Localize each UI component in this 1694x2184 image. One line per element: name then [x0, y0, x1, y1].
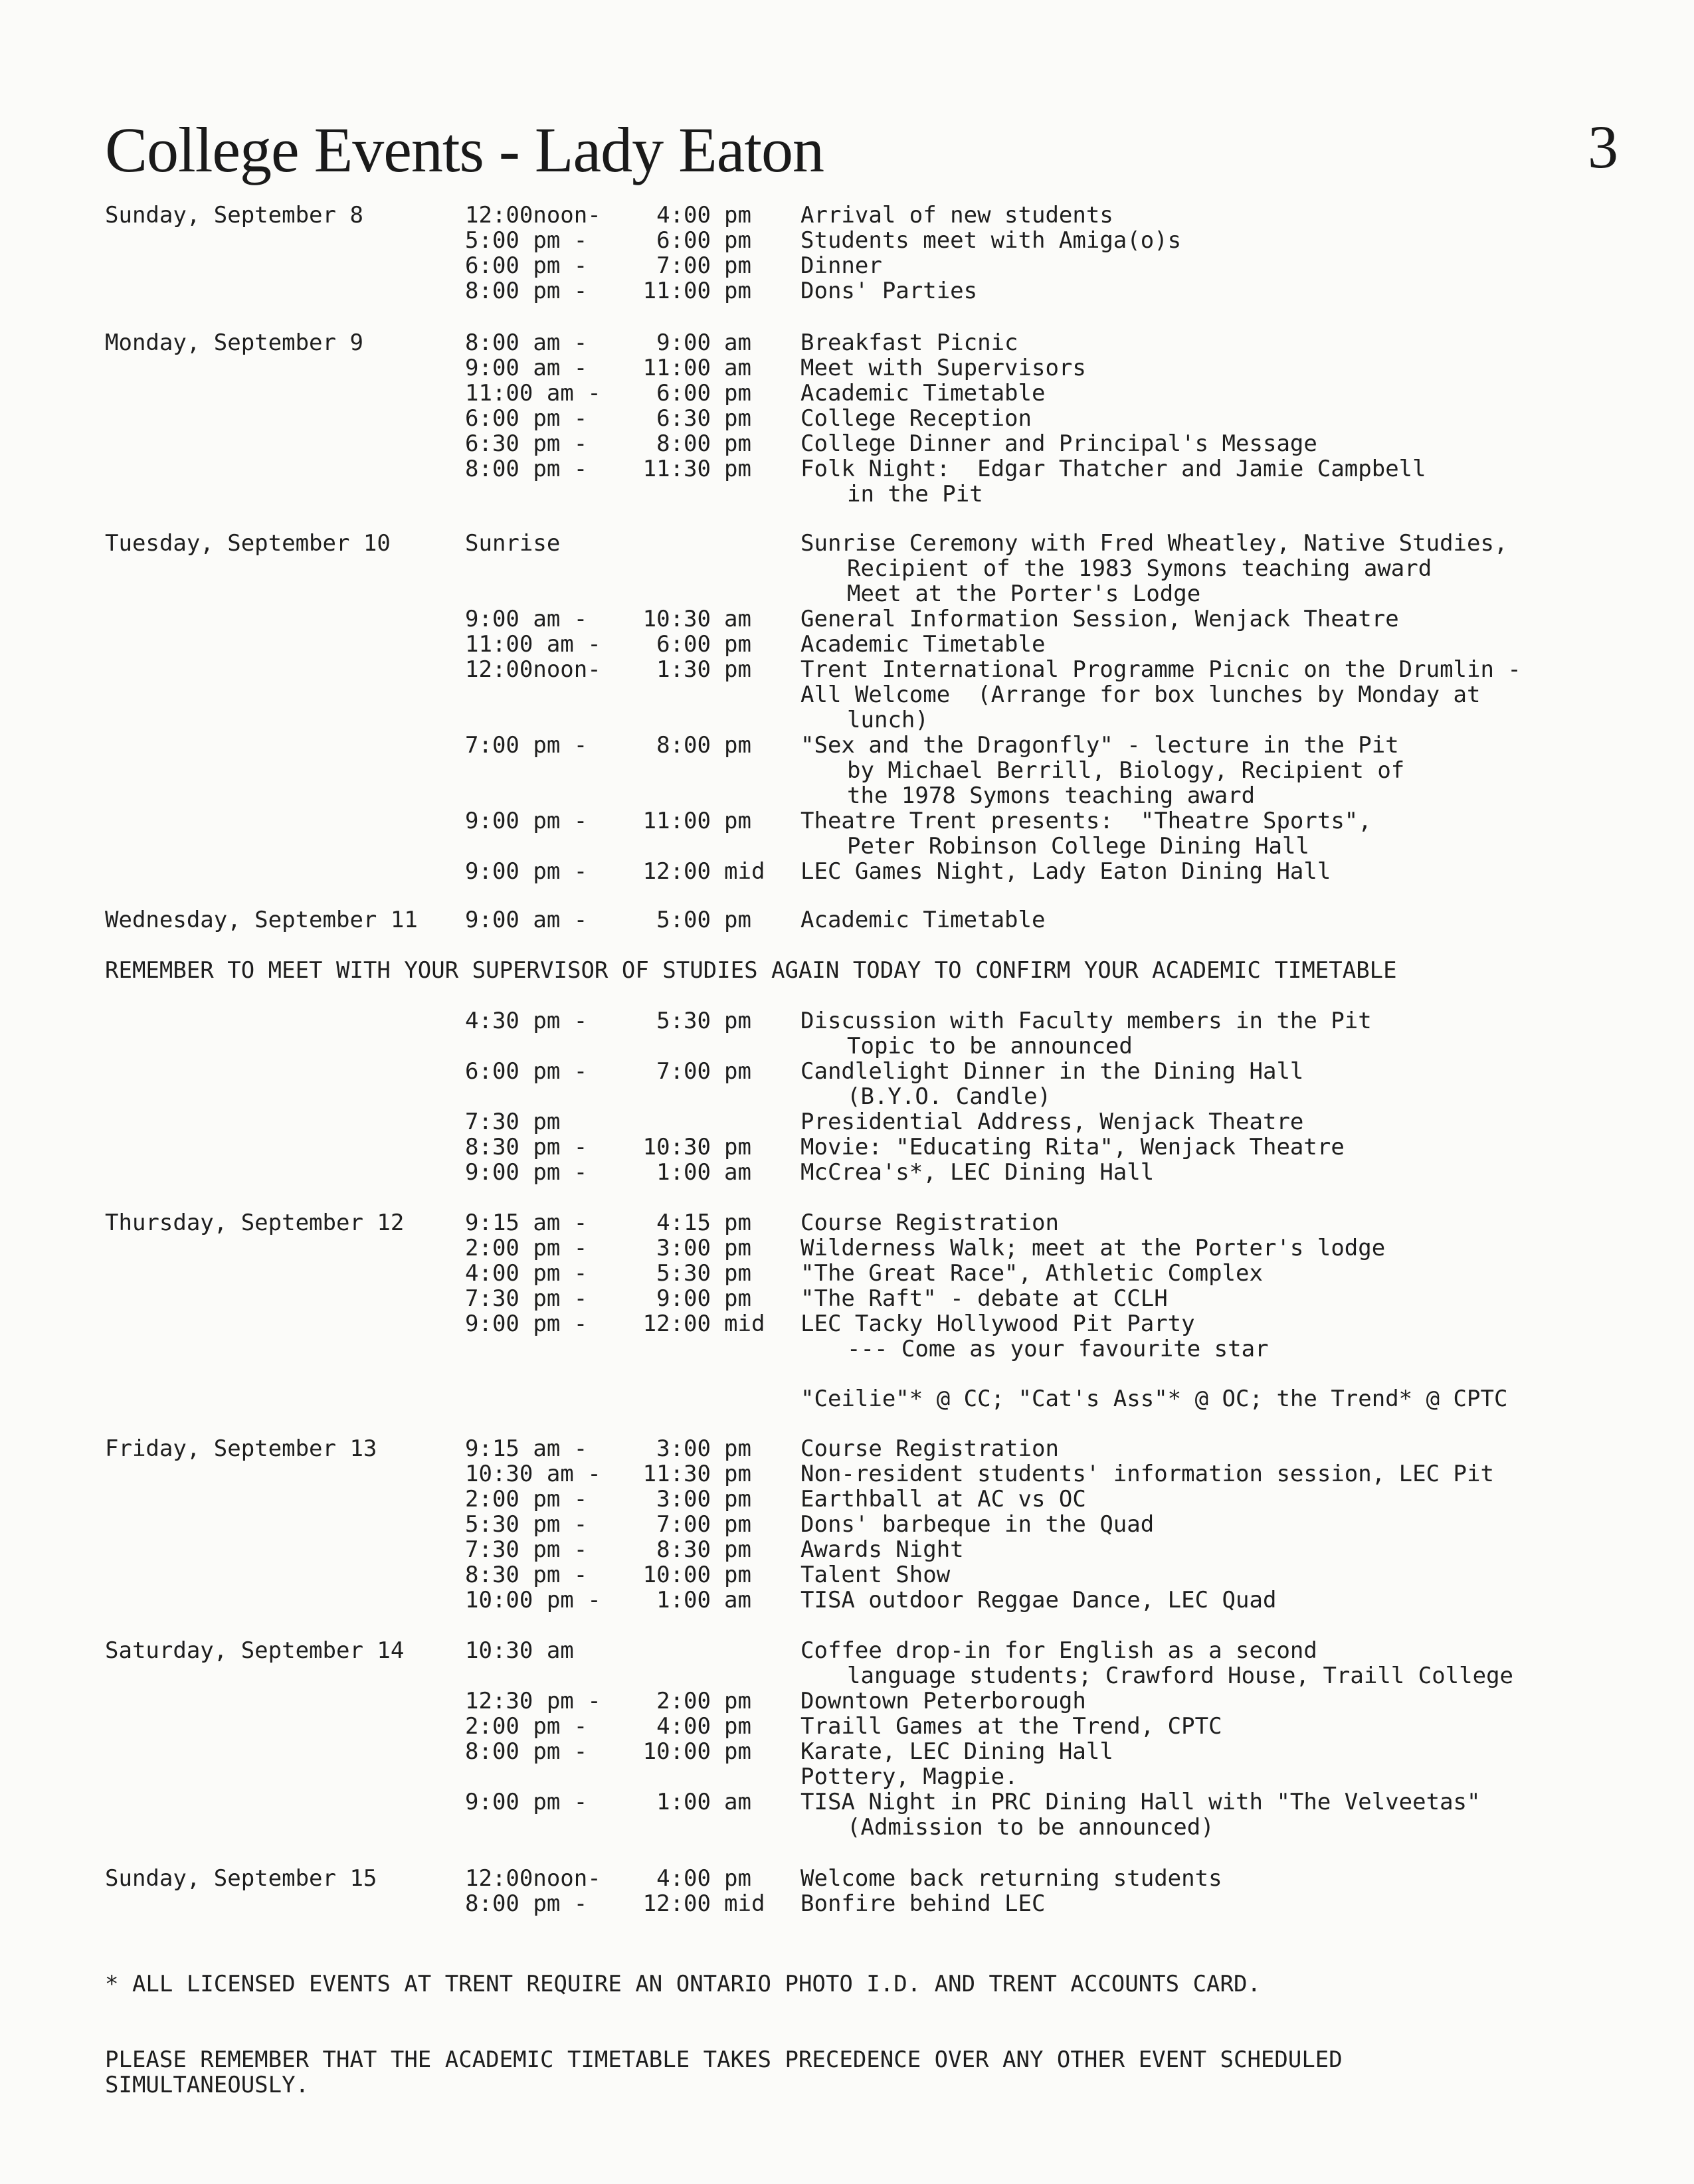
event-description: McCrea's*, LEC Dining Hall	[800, 1159, 1155, 1186]
event-end-meridiem: am	[724, 1789, 751, 1815]
event-end-time: 5:00	[656, 907, 711, 933]
event-start-time: 4:30 pm -	[465, 1008, 588, 1034]
event-end-meridiem: pm	[724, 1713, 751, 1740]
event-end-meridiem: pm	[724, 1058, 751, 1085]
day-heading: Tuesday, September 10	[105, 530, 391, 557]
event-start-time: 11:00 am -	[465, 380, 601, 407]
event-description: Meet with Supervisors	[800, 355, 1086, 381]
event-end-meridiem: am	[724, 355, 751, 381]
event-end-time: 11:00	[642, 808, 711, 834]
event-end-time: 1:30	[656, 656, 711, 683]
event-description: Arrival of new students	[800, 202, 1113, 228]
event-start-time: 12:00noon-	[465, 1865, 601, 1892]
event-end-meridiem: pm	[724, 1435, 751, 1462]
event-end-meridiem: pm	[724, 631, 751, 658]
event-description: Breakfast Picnic	[800, 329, 1018, 356]
day-heading: Monday, September 9	[105, 329, 363, 356]
event-start-time: 2:00 pm -	[465, 1486, 588, 1512]
event-description: Earthball at AC vs OC	[800, 1486, 1086, 1512]
event-start-time: 9:00 pm -	[465, 1159, 588, 1186]
event-start-time: 6:00 pm -	[465, 405, 588, 432]
event-description-line: Pottery, Magpie.	[800, 1764, 1018, 1790]
day-heading: Saturday, September 14	[105, 1637, 405, 1664]
event-start-time: 9:00 pm -	[465, 808, 588, 834]
event-description: Bonfire behind LEC	[800, 1890, 1046, 1917]
event-description: Sunrise Ceremony with Fred Wheatley, Native Studies,	[800, 530, 1508, 557]
event-end-meridiem: pm	[724, 1461, 751, 1487]
event-end-meridiem: pm	[724, 732, 751, 759]
event-end-meridiem: pm	[724, 1865, 751, 1892]
event-end-meridiem: pm	[724, 252, 751, 279]
event-start-time: 10:00 pm -	[465, 1587, 601, 1613]
event-end-meridiem: pm	[724, 1562, 751, 1588]
event-start-time: 8:00 pm -	[465, 1738, 588, 1765]
event-start-time: 7:30 pm -	[465, 1285, 588, 1312]
event-end-time: 1:00	[656, 1159, 711, 1186]
event-end-time: 1:00	[656, 1587, 711, 1613]
event-end-meridiem: pm	[724, 1210, 751, 1236]
event-end-time: 8:00	[656, 732, 711, 759]
event-start-time: 2:00 pm -	[465, 1713, 588, 1740]
event-description-continued: the 1978 Symons teaching award	[847, 782, 1256, 809]
event-end-time: 11:00	[642, 278, 711, 304]
event-end-meridiem: pm	[724, 1738, 751, 1765]
event-end-meridiem: pm	[724, 202, 751, 228]
event-description-continued: lunch)	[847, 707, 929, 733]
event-end-meridiem: pm	[724, 456, 751, 482]
event-end-meridiem: pm	[724, 1285, 751, 1312]
note-precedence-cont: SIMULTANEOUSLY.	[105, 2072, 310, 2098]
event-description: Dons' barbeque in the Quad	[800, 1511, 1155, 1538]
event-start-time: 8:00 pm -	[465, 456, 588, 482]
event-end-meridiem: pm	[724, 380, 751, 407]
event-end-meridiem: pm	[724, 1260, 751, 1287]
event-start-time: 7:30 pm	[465, 1109, 561, 1135]
event-end-time: 9:00	[656, 1285, 711, 1312]
event-description-continued: Topic to be announced	[847, 1033, 1133, 1059]
event-end-time: 4:00	[656, 1713, 711, 1740]
event-end-meridiem: am	[724, 606, 751, 632]
event-description: Academic Timetable	[800, 380, 1046, 407]
event-description: "The Great Race", Athletic Complex	[800, 1260, 1263, 1287]
page-title: College Events - Lady Eaton	[105, 114, 824, 185]
event-description-continued: Recipient of the 1983 Symons teaching award	[847, 555, 1432, 582]
event-description: Dinner	[800, 252, 882, 279]
event-description-continued: Meet at the Porter's Lodge	[847, 581, 1201, 607]
event-end-time: 6:30	[656, 405, 711, 432]
event-end-meridiem: pm	[724, 907, 751, 933]
event-end-meridiem: mid	[724, 1311, 765, 1337]
event-start-time: 5:30 pm -	[465, 1511, 588, 1538]
event-start-time: 12:00noon-	[465, 656, 601, 683]
event-start-time: 9:00 pm -	[465, 1789, 588, 1815]
event-start-time: 9:00 pm -	[465, 1311, 588, 1337]
event-description: Traill Games at the Trend, CPTC	[800, 1713, 1222, 1740]
day-heading: Thursday, September 12	[105, 1210, 405, 1236]
event-description-continued: --- Come as your favourite star	[847, 1336, 1269, 1362]
event-description: Karate, LEC Dining Hall	[800, 1738, 1113, 1765]
event-end-meridiem: pm	[724, 1536, 751, 1563]
event-end-time: 7:00	[656, 252, 711, 279]
event-start-time: 9:00 am -	[465, 907, 588, 933]
event-end-time: 3:00	[656, 1486, 711, 1512]
event-start-time: 2:00 pm -	[465, 1235, 588, 1261]
event-description: Course Registration	[800, 1435, 1059, 1462]
event-end-time: 12:00	[642, 858, 711, 885]
event-end-time: 7:00	[656, 1511, 711, 1538]
event-end-time: 6:00	[656, 380, 711, 407]
event-description-continued: language students; Crawford House, Traill College	[847, 1663, 1514, 1689]
event-end-time: 3:00	[656, 1235, 711, 1261]
event-end-meridiem: am	[724, 1587, 751, 1613]
event-start-time: 4:00 pm -	[465, 1260, 588, 1287]
event-description: "The Raft" - debate at CCLH	[800, 1285, 1168, 1312]
event-end-time: 3:00	[656, 1435, 711, 1462]
event-description: Coffee drop-in for English as a second	[800, 1637, 1317, 1664]
event-end-time: 10:30	[642, 1134, 711, 1160]
event-description-continued: (Admission to be announced)	[847, 1814, 1214, 1841]
event-description: LEC Games Night, Lady Eaton Dining Hall	[800, 858, 1331, 885]
event-start-time: 8:00 pm -	[465, 278, 588, 304]
day-heading: Wednesday, September 11	[105, 907, 418, 933]
event-end-meridiem: pm	[724, 1235, 751, 1261]
event-description: College Reception	[800, 405, 1032, 432]
event-start-time: 10:30 am	[465, 1637, 574, 1664]
event-end-meridiem: am	[724, 329, 751, 356]
event-description: TISA Night in PRC Dining Hall with "The Velveetas"	[800, 1789, 1481, 1815]
event-description: Talent Show	[800, 1562, 951, 1588]
event-description-continued: (B.Y.O. Candle)	[847, 1083, 1052, 1110]
event-end-time: 6:00	[656, 227, 711, 254]
event-description: Students meet with Amiga(o)s	[800, 227, 1182, 254]
event-end-meridiem: pm	[724, 278, 751, 304]
event-end-time: 2:00	[656, 1688, 711, 1714]
event-description: TISA outdoor Reggae Dance, LEC Quad	[800, 1587, 1277, 1613]
event-start-time: 7:30 pm -	[465, 1536, 588, 1563]
event-end-time: 12:00	[642, 1890, 711, 1917]
event-start-time: 9:15 am -	[465, 1210, 588, 1236]
event-description-continued: in the Pit	[847, 481, 983, 507]
day-heading: Sunday, September 15	[105, 1865, 377, 1892]
event-end-time: 5:30	[656, 1260, 711, 1287]
day-heading: Friday, September 13	[105, 1435, 377, 1462]
event-end-meridiem: pm	[724, 1008, 751, 1034]
event-description: Downtown Peterborough	[800, 1688, 1086, 1714]
event-end-meridiem: mid	[724, 1890, 765, 1917]
event-description-continued: Peter Robinson College Dining Hall	[847, 833, 1309, 860]
event-start-time: 7:00 pm -	[465, 732, 588, 759]
event-end-time: 4:00	[656, 202, 711, 228]
event-start-time: 8:00 pm -	[465, 1890, 588, 1917]
event-end-time: 10:30	[642, 606, 711, 632]
event-end-time: 10:00	[642, 1562, 711, 1588]
event-description: Academic Timetable	[800, 907, 1046, 933]
event-end-time: 9:00	[656, 329, 711, 356]
event-end-meridiem: pm	[724, 1511, 751, 1538]
event-description: Trent International Programme Picnic on the Drumlin -	[800, 656, 1521, 683]
event-end-meridiem: pm	[724, 1688, 751, 1714]
event-end-time: 11:00	[642, 355, 711, 381]
event-description: Presidential Address, Wenjack Theatre	[800, 1109, 1304, 1135]
event-start-time: 5:00 pm -	[465, 227, 588, 254]
event-description: Welcome back returning students	[800, 1865, 1222, 1892]
event-end-time: 4:15	[656, 1210, 711, 1236]
event-end-time: 5:30	[656, 1008, 711, 1034]
event-description: Non-resident students' information session, LEC Pit	[800, 1461, 1494, 1487]
event-end-time: 11:30	[642, 456, 711, 482]
event-end-meridiem: pm	[724, 227, 751, 254]
event-end-meridiem: pm	[724, 808, 751, 834]
event-description: College Dinner and Principal's Message	[800, 430, 1317, 457]
event-start-time: 8:00 am -	[465, 329, 588, 356]
event-start-time: 9:00 am -	[465, 606, 588, 632]
event-description: Movie: "Educating Rita", Wenjack Theatre	[800, 1134, 1345, 1160]
event-start-time: 12:00noon-	[465, 202, 601, 228]
event-end-meridiem: pm	[724, 1134, 751, 1160]
event-end-meridiem: pm	[724, 430, 751, 457]
event-description: General Information Session, Wenjack Theatre	[800, 606, 1399, 632]
event-description-continued: by Michael Berrill, Biology, Recipient of	[847, 757, 1405, 784]
event-end-time: 8:30	[656, 1536, 711, 1563]
event-start-time: 6:30 pm -	[465, 430, 588, 457]
event-start-time: 8:30 pm -	[465, 1134, 588, 1160]
event-end-time: 12:00	[642, 1311, 711, 1337]
note-other-venues: "Ceilie"* @ CC; "Cat's Ass"* @ OC; the Trend* @ CPTC	[800, 1386, 1508, 1412]
event-start-time: 12:30 pm -	[465, 1688, 601, 1714]
event-start-time: 11:00 am -	[465, 631, 601, 658]
day-heading: Sunday, September 8	[105, 202, 363, 228]
event-description: Candlelight Dinner in the Dining Hall	[800, 1058, 1304, 1085]
event-end-meridiem: pm	[724, 1486, 751, 1512]
event-end-time: 11:30	[642, 1461, 711, 1487]
note-precedence: PLEASE REMEMBER THAT THE ACADEMIC TIMETABLE TAKES PRECEDENCE OVER ANY OTHER EVENT SCHEDULED	[105, 2047, 1343, 2073]
event-start-time: 9:00 am -	[465, 355, 588, 381]
note-remember-supervisor: REMEMBER TO MEET WITH YOUR SUPERVISOR OF STUDIES AGAIN TODAY TO CONFIRM YOUR ACADEMIC TIMETABLE	[105, 957, 1397, 984]
event-start-time: 6:00 pm -	[465, 252, 588, 279]
event-description: Folk Night: Edgar Thatcher and Jamie Campbell	[800, 456, 1426, 482]
event-start-time: 9:15 am -	[465, 1435, 588, 1462]
event-description: Wilderness Walk; meet at the Porter's lodge	[800, 1235, 1386, 1261]
event-description: Dons' Parties	[800, 278, 978, 304]
event-description: Awards Night	[800, 1536, 964, 1563]
event-description: Course Registration	[800, 1210, 1059, 1236]
event-end-meridiem: pm	[724, 656, 751, 683]
event-description: "Sex and the Dragonfly" - lecture in the Pit	[800, 732, 1399, 759]
event-end-time: 1:00	[656, 1789, 711, 1815]
event-start-time: 10:30 am -	[465, 1461, 601, 1487]
event-end-time: 10:00	[642, 1738, 711, 1765]
note-licensed-events: * ALL LICENSED EVENTS AT TRENT REQUIRE AN ONTARIO PHOTO I.D. AND TRENT ACCOUNTS CARD.	[105, 1971, 1261, 1997]
event-end-time: 8:00	[656, 430, 711, 457]
event-start-time: 9:00 pm -	[465, 858, 588, 885]
event-start-time: 8:30 pm -	[465, 1562, 588, 1588]
event-description-line: All Welcome (Arrange for box lunches by Monday at	[800, 682, 1481, 708]
event-description: LEC Tacky Hollywood Pit Party	[800, 1311, 1195, 1337]
event-description: Academic Timetable	[800, 631, 1046, 658]
event-description: Theatre Trent presents: "Theatre Sports",	[800, 808, 1372, 834]
page-number: 3	[1588, 113, 1618, 181]
event-end-time: 6:00	[656, 631, 711, 658]
event-start-time: 6:00 pm -	[465, 1058, 588, 1085]
event-end-time: 7:00	[656, 1058, 711, 1085]
event-start-time: Sunrise	[465, 530, 561, 557]
event-description: Discussion with Faculty members in the Pit	[800, 1008, 1372, 1034]
event-end-time: 4:00	[656, 1865, 711, 1892]
event-end-meridiem: mid	[724, 858, 765, 885]
event-end-meridiem: pm	[724, 405, 751, 432]
event-end-meridiem: am	[724, 1159, 751, 1186]
